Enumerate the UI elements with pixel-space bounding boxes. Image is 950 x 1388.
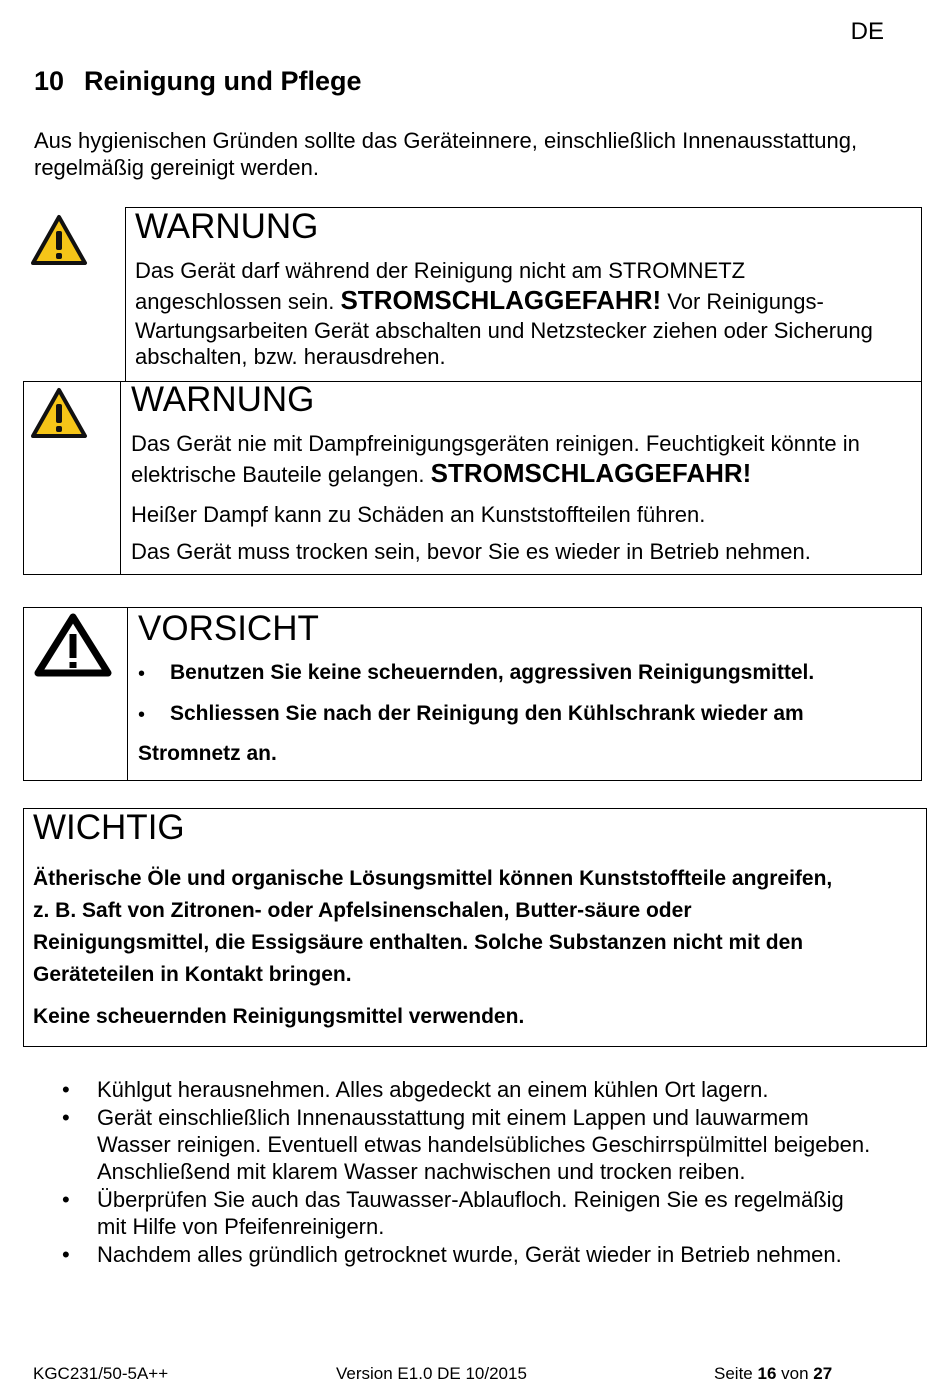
caution-triangle-icon	[33, 612, 113, 678]
footer-version: Version E1.0 DE 10/2015	[336, 1364, 527, 1383]
language-code: DE	[850, 18, 884, 45]
warning-icon-2	[30, 387, 88, 439]
footer-page-prefix: Seite	[714, 1364, 758, 1383]
footer-page	[714, 1364, 832, 1384]
warning1-line2-text: angeschlossen sein.	[135, 289, 341, 314]
list-item-text: Kühlgut herausnehmen. Alles abgedeckt an einem kühlen Ort lagern.	[97, 1077, 769, 1102]
warning2-line2-text: elektrische Bauteile gelangen.	[131, 462, 431, 487]
important-title: WICHTIG	[33, 808, 185, 847]
list-item-text: Nachdem alles gründlich getrocknet wurde, Gerät wieder in Betrieb nehmen.	[97, 1242, 842, 1267]
list-item-text: Wasser reinigen. Eventuell etwas handelsübliches Geschirrspülmittel beigeben.	[97, 1132, 871, 1157]
list-item-text: mit Hilfe von Pfeifenreinigern.	[97, 1214, 385, 1239]
caution-bullet-1: Benutzen Sie keine scheuernden, aggressiven Reinigungsmittel.	[170, 661, 815, 684]
warning-title-2: WARNUNG	[131, 380, 315, 419]
bullet-dot: •	[62, 1077, 70, 1102]
list-item	[62, 1104, 922, 1185]
warning-triangle-icon	[30, 214, 88, 266]
list-item-text: Anschließend mit klarem Wasser nachwischen und trocken reiben.	[97, 1159, 746, 1184]
important-line3: Reinigungsmittel, die Essigsäure enthalten. Solche Substanzen nicht mit den	[33, 931, 804, 954]
important-line1: Ätherische Öle und organische Lösungsmittel können Kunststoffteile angreifen,	[33, 867, 833, 890]
warning2-line1: Das Gerät nie mit Dampfreinigungsgeräten reinigen. Feuchtigkeit könnte in	[131, 431, 860, 456]
cleaning-steps-list	[62, 1076, 922, 1268]
bullet-dot: •	[62, 1187, 70, 1212]
list-item	[62, 1186, 922, 1240]
footer-page-mid: von	[776, 1364, 814, 1383]
caution-icon	[33, 612, 113, 678]
warning-icon-1	[30, 214, 88, 266]
warning1-line2	[135, 286, 824, 316]
section-heading	[34, 66, 362, 97]
caution-bullet-2-cont: Stromnetz an.	[138, 742, 277, 765]
warning-box-2-divider	[120, 381, 121, 575]
warning1-line1: Das Gerät darf während der Reinigung nicht am STROMNETZ	[135, 258, 746, 283]
footer-page-total: 27	[813, 1364, 833, 1383]
list-item	[62, 1076, 922, 1103]
warning2-line3: Heißer Dampf kann zu Schäden an Kunststoffteilen führen.	[131, 502, 706, 527]
caution-title: VORSICHT	[138, 609, 319, 648]
important-line2: z. B. Saft von Zitronen- oder Apfelsinenschalen, Butter-säure oder	[33, 899, 692, 922]
warning-title-1: WARNUNG	[135, 207, 319, 246]
bullet-dot: •	[62, 1105, 70, 1130]
warning2-line4: Das Gerät muss trocken sein, bevor Sie es wieder in Betrieb nehmen.	[131, 539, 811, 564]
warning1-line2-tail: Vor Reinigungs-	[661, 289, 824, 314]
warning1-line4: abschalten, bzw. herausdrehen.	[135, 344, 446, 369]
important-line4: Geräteteilen in Kontakt bringen.	[33, 963, 352, 986]
warning2-line2	[131, 459, 751, 489]
bullet-dot: •	[138, 663, 146, 685]
bullet-dot: •	[62, 1242, 70, 1267]
caution-bullet-2: Schliessen Sie nach der Reinigung den Kühlschrank wieder am	[170, 702, 804, 725]
warning-triangle-icon	[30, 387, 88, 439]
list-item-text: Gerät einschließlich Innenausstattung mit einem Lappen und lauwarmem	[97, 1105, 809, 1130]
footer-model: KGC231/50-5A++	[33, 1364, 169, 1383]
list-item	[62, 1241, 922, 1268]
shock-hazard-label: STROMSCHLAGGEFAHR!	[340, 285, 662, 315]
warning1-line3: Wartungsarbeiten Gerät abschalten und Netzstecker ziehen oder Sicherung	[135, 318, 873, 343]
bullet-dot: •	[138, 704, 146, 726]
intro-paragraph: Aus hygienischen Gründen sollte das Geräteinnere, einschließlich Innenausstattung, regelmäßig gereinigt werden.	[34, 128, 858, 180]
section-title: Reinigung und Pflege	[84, 66, 362, 96]
section-number: 10	[34, 66, 65, 96]
important-line5: Keine scheuernden Reinigungsmittel verwenden.	[33, 1005, 525, 1028]
warning-box-2-top-left	[23, 381, 123, 382]
footer-page-current: 16	[757, 1364, 777, 1383]
list-item-text: Überprüfen Sie auch das Tauwasser-Ablaufloch. Reinigen Sie es regelmäßig	[97, 1187, 844, 1212]
shock-hazard-label: STROMSCHLAGGEFAHR!	[430, 458, 752, 488]
caution-box-divider	[127, 607, 128, 781]
